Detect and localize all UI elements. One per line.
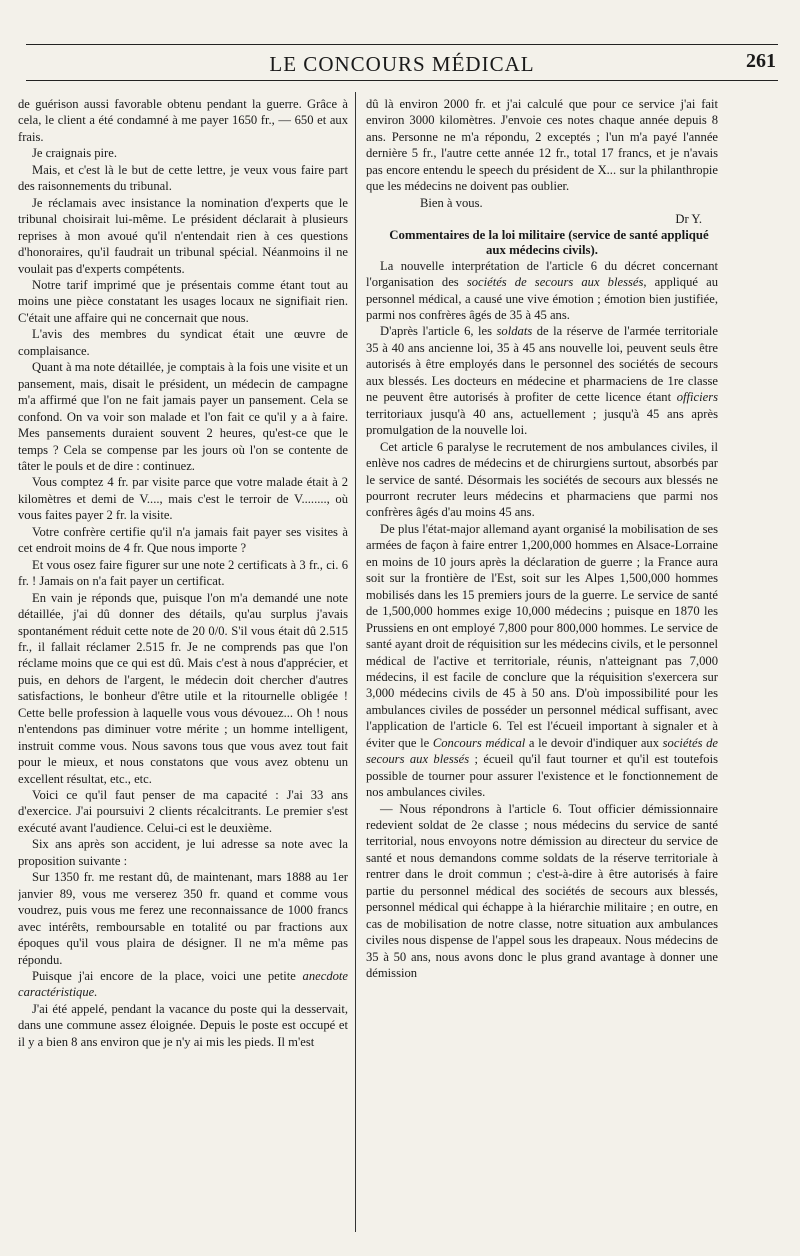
paragraph: dû là environ 2000 fr. et j'ai calculé que pour ce service j'ai fait environ 3000 kilomètres. J'envoie ces notes chaque année depuis 8 ans. Personne ne m'a répondu, 2 exceptés ; l'un m'a payé l'année dernière 5 fr., l'autre cette année 12 fr., total 17 francs, et je n'avais pas encore entendu le speech du président de X... sur la philanthropie que les médecins ne doivent pas oublier. <box>366 97 718 194</box>
paragraph: Je craignais pire. <box>32 146 117 161</box>
paragraph: J'ai été appelé, pendant la vacance du poste qui la desservait, dans une commune assez éloignée. Depuis le poste est occupé et il y a bien 8 ans environ que je n'y ai mis les pieds. Il m'est <box>18 1001 348 1049</box>
paragraph-text: de la réserve de l'armée territoriale 35 à 40 ans ancienne loi, 35 à 45 ans nouvelle loi, peuvent seuls être autorisés à être employés dans le personnel des sociétés de secours aux blessés. Les docteurs en médecine et pharmaciens de 1re classe ne peuvent être autorisés à profiter de cette licence étant <box>366 324 718 405</box>
paragraph: — Nous répondrons à l'article 6. Tout officier démissionnaire redevient soldat de 2e classe ; nous médecins du service de santé territorial, nous envoyons notre démission au directeur du service de santé et nous demandons comme soldats de la réserve territoriale à rentrer dans le droit commun ; c'est-à-dire à être autorisés à faire partie du personnel médical des sociétés de secours aux blessés, personnel médical qui échappe à la hiérarchie militaire ; en outre, en cas de mobilisation de notre classe, notre situation aux ambulances civiles nous dispense de l'appel sous les drapeaux. Nous médecins de 35 à 50 ans, nous avons donc le plus grand avantage à donner une démission <box>366 801 718 981</box>
paragraph: Sur 1350 fr. me restant dû, de maintenant, mars 1888 au 1er janvier 89, vous me verserez 350 fr. quand et comme vous voudrez, puis vous me ferez une reconnaissance de 1000 francs avec intérêts, remboursable en totalité ou par fractions aux époques qu'il vous plaira de désigner. Il ne m'a même pas répondu. <box>18 870 348 967</box>
paragraph: Et vous osez faire figurer sur une note 2 certificats à 3 fr., ci. 6 fr. ! Jamais on n'a fait payer un certificat. <box>18 557 348 589</box>
paragraph-text: , appliqué au personnel médical, a causé une vive émotion ; émotion bien justifiée, parmi nos confrères âgés de 35 à 45 ans. <box>366 275 718 322</box>
paragraph <box>366 323 718 438</box>
top-rule <box>26 44 778 45</box>
paragraph-text: ; écueil qu'il faut tourner et qu'il est toutefois possible de tourner pour assurer l'existence et le fonctionnement de nos ambulances civiles. <box>366 752 718 800</box>
paragraph-text: a le devoir d'indiquer aux <box>525 735 663 750</box>
page-number: 261 <box>746 50 776 72</box>
paragraph: Vous comptez 4 fr. par visite parce que votre malade était à 2 kilomètres et demi de V...., mais c'est le terroir de V........, où vous faites payer 2 fr. la visite. <box>18 475 348 523</box>
paragraph <box>366 521 718 801</box>
paragraph: Je réclamais avec insistance la nomination d'experts que le tribunal choisirait lui-même. Le président déclarait à plusieurs reprises à mon avoué qu'il n'entendait rien à ces questions d'honoraires, qu'il faudrait un tribunal spécial. Néanmoins il ne voulait pas d'experts compétents. <box>18 195 348 276</box>
paragraph-text: territoriaux jusqu'à 40 ans, actuellement ; jusqu'à 45 ans après promulgation de la nouvelle loi. <box>366 406 718 438</box>
paragraph-text: La nouvelle interprétation de l'article 6 du décret concernant l'organisation des <box>366 258 718 290</box>
italic-text: Concours médical <box>432 735 526 750</box>
paragraph: Notre tarif imprimé que je présentais comme étant tout au moins une pièce constatant les usages locaux ne signifiait rien. C'était une affaire qui ne concernait que nous. <box>18 277 348 325</box>
left-column <box>18 96 348 1231</box>
paragraph: Mais, et c'est là le but de cette lettre, je veux vous faire part des raisonnements du tribunal. <box>18 162 348 194</box>
italic-text: sociétés de secours aux blessés <box>466 275 644 290</box>
paragraph <box>366 258 718 324</box>
italic-text: sociétés de secours aux blessés <box>366 735 718 767</box>
paragraph-text: Puisque j'ai encore de la place, voici une petite <box>32 969 296 984</box>
paragraph-text: D'après l'article 6, les <box>380 324 497 339</box>
page-header <box>26 48 778 78</box>
header-rule <box>26 80 778 81</box>
italic-text: soldats <box>496 324 533 339</box>
paragraph: En vain je réponds que, puisque l'on m'a demandé une note détaillée, j'ai dû donner des détails, qu'au surplus j'avais spontanément réduit cette note de 20 0/0. S'il vous était dû 2.515 fr., il fallait réclamer 2.515 fr. Je ne comprends pas que l'on réclame moins que ce qui est dû. Mais c'est à nous d'apprécier, et puis, en dehors de l'argent, le médecin doit chercher d'autres satisfactions, le bonheur d'être utile et la ritournelle obligée ! Cette belle profession à laquelle vous vous dévouez... Oh ! nous n'entendons pas diminuer votre mérite ; un homme intelligent, instruit comme vous. Nous savons tous que vous avez tout fait pour le mieux, et nous constatons que vous avez obtenu un excellent résultat, etc., etc. <box>18 590 348 786</box>
paragraph: de guérison aussi favorable obtenu pendant la guerre. Grâce à cela, le client a été condamné à me payer 1650 fr., — 650 et aux frais. <box>18 97 348 144</box>
column-divider <box>355 92 356 1232</box>
signature: Dr Y. <box>675 212 702 227</box>
journal-title: LE CONCOURS MÉDICAL <box>269 52 535 76</box>
paragraph: Votre confrère certifie qu'il n'a jamais fait payer ses visites à cet endroit moins de 4 fr. Que nous importe ? <box>18 524 348 556</box>
paragraph <box>18 968 348 1001</box>
paragraph: Cet article 6 paralyse le recrutement de nos ambulances civiles, il enlève nos cadres de médecins et de chirurgiens surtout, absorbés par le service de santé. Désormais les sociétés de secours aux blessés ne pourront recruter leurs médecins et pharmaciens que parmi nos confrères âgés d'au moins 45 ans. <box>366 439 718 520</box>
section-title: Commentaires de la loi militaire (service de santé appliqué aux médecins civils). <box>389 227 709 257</box>
paragraph: Six ans après son accident, je lui adresse sa note avec la proposition suivante : <box>18 837 348 868</box>
italic-text: anecdote caractéristique. <box>18 969 348 1000</box>
paragraph-text: De plus l'état-major allemand ayant organisé la mobilisation de ses armées de façon à faire entrer 1,200,000 hommes en Alsace-Lorraine en moins de 10 jours après la déclaration de guerre ; la France aura soit sur la frontière de l'Est, soit sur les Alpes 1,500,000 hommes mobilisés dans les 15 premiers jours de la guerre. Le service de santé de 1,500,000 hommes exige 10,000 médecins ; puisque en 1870 les Prussiens en ont employé 7,800 pour 800,000 hommes. Le service de santé ayant droit de réquisition sur les médecins civils, et le personnel médical de l'active et territoriale, réunis, n'atteignant pas 7,000 médecins, il est facile de conclure que la réquisition s'exercera sur 3,000 médecins civils de 45 à 50 ans. D'où impossibilité pour les ambulances civiles de posséder un personnel médical suffisant, avec l'application de l'article 6. Tel est l'écueil important à signaler et à éviter que le <box>366 521 718 750</box>
paragraph: L'avis des membres du syndicat était une œuvre de complaisance. <box>18 327 348 358</box>
right-column <box>366 96 718 1231</box>
italic-text: officiers <box>676 390 718 405</box>
paragraph: Quant à ma note détaillée, je comptais à la fois une visite et un pansement, mais, disait le président, un médecin de campagne m'a affirmé que l'on ne fait jamais payer un pansement. Cela se confond. On va voir son malade et l'on fait ce qu'il y a à faire. Mes pansements duraient souvent 2 heures, qu'est-ce que le temps ? Cela se compense par les jours où l'on se contente de tâter le pouls et de dire : continuez. <box>18 360 348 473</box>
letter-closing: Bien à vous. <box>420 195 483 210</box>
paragraph: Voici ce qu'il faut penser de ma capacité : J'ai 33 ans d'exercice. J'ai poursuivi 2 clients récalcitrants. Le premier s'est exécuté avant l'audience. Celui-ci est le deuxième. <box>18 788 348 835</box>
